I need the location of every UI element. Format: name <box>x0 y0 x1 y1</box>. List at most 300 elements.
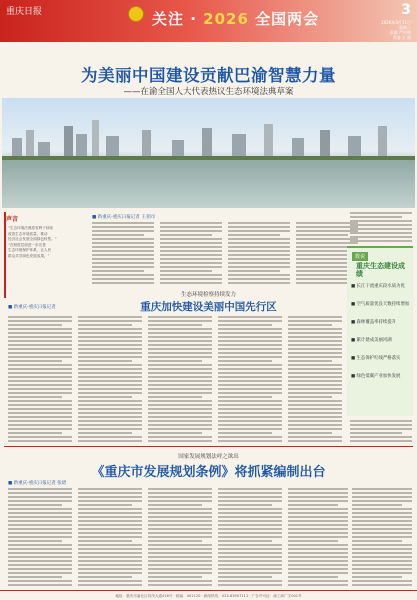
body-text-line <box>148 400 212 402</box>
sidebar-item: ■ 长江干流重庆段水质为优 <box>351 284 405 289</box>
body-text-line <box>296 242 358 244</box>
body-text-line <box>148 396 202 398</box>
body-text-line <box>228 274 290 276</box>
body-text-line <box>288 316 342 318</box>
body-text-line <box>148 532 212 534</box>
body-text-line <box>218 528 282 530</box>
body-text-line <box>78 532 142 534</box>
body-text-line <box>8 548 72 550</box>
body-text-line <box>160 222 222 224</box>
body-text-line <box>8 320 72 322</box>
body-text-line <box>350 428 412 430</box>
body-text-line <box>8 416 72 418</box>
body-text-line <box>218 516 282 518</box>
body-text-line <box>148 432 202 434</box>
body-text-line <box>148 572 212 574</box>
body-text-line <box>228 258 290 260</box>
body-text-line <box>218 496 282 498</box>
body-text-line <box>296 234 348 236</box>
body-text-line <box>148 516 212 518</box>
body-text-line <box>8 348 72 350</box>
body-text-line <box>352 576 402 578</box>
body-text-line <box>78 392 142 394</box>
body-text-line <box>148 496 212 498</box>
body-text-line <box>218 320 282 322</box>
body-text-line <box>352 584 412 586</box>
body-text-line <box>218 392 282 394</box>
body-text-line <box>218 404 282 406</box>
body-text-line <box>218 364 282 366</box>
body-text-line <box>148 380 212 382</box>
body-text-line <box>78 372 142 374</box>
body-text-line <box>218 436 282 438</box>
body-text-line <box>288 332 342 334</box>
body-text-line <box>148 508 212 510</box>
body-text-line <box>296 270 348 272</box>
body-text-line <box>160 282 222 284</box>
body-text-line <box>228 250 290 252</box>
body-text-line <box>148 584 212 586</box>
body-text-line <box>218 396 272 398</box>
body-text-line <box>218 408 282 410</box>
body-text-line <box>160 250 222 252</box>
body-text-line <box>78 416 142 418</box>
body-text-line <box>148 564 212 566</box>
body-text-line <box>218 316 282 318</box>
body-text-line <box>352 560 412 562</box>
body-text-line <box>78 552 142 554</box>
title-prefix: 关注 · <box>152 10 204 28</box>
body-text-line <box>352 556 412 558</box>
body-text-line <box>228 242 290 244</box>
body-text-line <box>288 536 348 538</box>
body-text-line <box>148 324 202 326</box>
body-text-line <box>148 360 202 362</box>
body-text-line <box>148 548 212 550</box>
body-text-line <box>78 508 142 510</box>
body-text-line <box>288 512 348 514</box>
body-text-line <box>78 516 142 518</box>
body-text-line <box>288 380 342 382</box>
body-text-line <box>288 344 342 346</box>
section-divider <box>4 446 413 447</box>
body-text-line <box>78 500 142 502</box>
body-text-line <box>8 328 72 330</box>
body-text-line <box>148 404 212 406</box>
body-text-line <box>148 560 212 562</box>
body-text-line <box>218 540 272 542</box>
body-text-line <box>148 488 212 490</box>
body-text-line <box>288 392 342 394</box>
body-text-line <box>228 222 290 224</box>
body-text-line <box>8 544 72 546</box>
body-text-line <box>8 492 72 494</box>
body-text-line <box>218 440 282 442</box>
body-text-line <box>92 222 154 224</box>
body-text-line <box>78 544 142 546</box>
body-text-line <box>352 548 412 550</box>
body-text-line <box>288 352 342 354</box>
body-text-line <box>218 352 282 354</box>
body-text-line <box>288 560 348 562</box>
third-story-label: 国家发展规划法呼之欲出 <box>178 454 239 460</box>
body-text-line <box>288 432 332 434</box>
body-text-line <box>148 340 212 342</box>
body-text-line <box>8 428 72 430</box>
body-text-line <box>352 488 412 490</box>
body-text-line <box>148 552 212 554</box>
body-text-line <box>148 412 212 414</box>
body-text-line <box>218 512 282 514</box>
body-text-line <box>8 504 62 506</box>
body-text-line <box>288 580 348 582</box>
body-text-line <box>288 376 342 378</box>
body-text-line <box>148 356 212 358</box>
meta-line: 星期三 <box>399 25 411 30</box>
body-text-line <box>288 500 348 502</box>
body-text-line <box>218 348 282 350</box>
body-text-line <box>8 520 72 522</box>
body-text-line <box>78 328 142 330</box>
national-emblem-icon <box>128 6 144 22</box>
sidebar-item: ■ 累计建成美丽河湖 <box>351 338 392 343</box>
body-text-line <box>218 568 282 570</box>
body-text-line <box>350 224 412 226</box>
body-text-line <box>78 360 132 362</box>
body-text-line <box>288 428 342 430</box>
body-text-line <box>218 580 282 582</box>
body-text-line <box>78 408 142 410</box>
body-text-line <box>160 274 222 276</box>
body-text-line <box>288 404 342 406</box>
page-footer: 地址：重庆市渝北区同茂大道416号 · 邮编：401120 · 新闻热线：023-63907111 · 广告许可证：渝工商广字001号 <box>0 590 417 600</box>
body-text-line <box>288 524 348 526</box>
body-text-line <box>160 262 222 264</box>
quote-text <box>8 226 76 259</box>
body-text-line <box>92 254 154 256</box>
lead-headline: 为美丽中国建设贡献巴渝智慧力量 <box>81 66 336 85</box>
body-text-line <box>288 508 348 510</box>
body-text-line <box>78 432 132 434</box>
body-text-line <box>8 352 72 354</box>
body-text-line <box>148 544 212 546</box>
body-text-line <box>78 320 142 322</box>
body-text-line <box>8 508 72 510</box>
body-text-line <box>8 556 72 558</box>
body-text-line <box>288 328 342 330</box>
body-text-line <box>92 226 154 228</box>
body-text-line <box>78 324 132 326</box>
body-text-line <box>148 392 212 394</box>
body-text-line <box>8 552 72 554</box>
body-text-line <box>218 332 282 334</box>
body-text-line <box>296 230 358 232</box>
lead-byline: ■ 新重庆-重庆日报记者 王亚同 <box>92 215 155 220</box>
body-text-line <box>288 492 348 494</box>
body-text-line <box>288 368 342 370</box>
body-text-line <box>296 222 358 224</box>
body-text-line <box>148 540 202 542</box>
body-text-line <box>148 384 212 386</box>
body-text-line <box>350 212 412 214</box>
body-text-line <box>78 572 142 574</box>
body-text-line <box>288 532 348 534</box>
body-text-line <box>148 492 212 494</box>
body-text-line <box>218 376 282 378</box>
body-text-line <box>218 336 282 338</box>
body-text-line <box>288 356 342 358</box>
quote-line: 改善生态环境质量，推动 <box>8 231 48 236</box>
body-text-line <box>8 332 72 334</box>
body-text-line <box>78 428 142 430</box>
body-text-line <box>218 520 282 522</box>
body-text-line <box>148 420 212 422</box>
body-text-line <box>78 412 142 414</box>
body-text-line <box>352 564 412 566</box>
body-text-line <box>352 520 412 522</box>
body-text-line <box>148 524 212 526</box>
body-text-line <box>92 262 154 264</box>
body-text-line <box>228 270 280 272</box>
body-text-line <box>92 234 144 236</box>
body-text-line <box>160 238 222 240</box>
body-text-line <box>8 568 72 570</box>
body-text-line <box>8 408 72 410</box>
body-text-line <box>8 324 62 326</box>
body-text-line <box>78 584 142 586</box>
body-text-line <box>218 428 282 430</box>
body-text-line <box>228 262 290 264</box>
body-text-line <box>92 250 154 252</box>
quote-title: 声音 <box>6 216 19 223</box>
body-text-line <box>288 372 342 374</box>
section-title <box>152 8 319 29</box>
body-text-line <box>8 340 72 342</box>
body-text-line <box>218 372 282 374</box>
body-text-line <box>148 424 212 426</box>
body-text-line <box>8 412 72 414</box>
body-text-line <box>92 278 154 280</box>
body-text-line <box>8 360 62 362</box>
body-text-line <box>8 336 72 338</box>
body-text-line <box>218 356 282 358</box>
body-text-line <box>78 580 142 582</box>
body-text-line <box>350 220 412 222</box>
body-text-line <box>228 266 290 268</box>
body-text-line <box>288 496 348 498</box>
body-text-line <box>78 368 142 370</box>
body-text-line <box>218 384 282 386</box>
body-text-line <box>148 556 212 558</box>
cityscape-photo <box>2 98 415 208</box>
body-text-line <box>78 564 142 566</box>
meta-line: 责编 严中相 <box>389 30 411 35</box>
body-text-line <box>8 524 72 526</box>
body-text-line <box>296 226 358 228</box>
body-text-line <box>148 372 212 374</box>
meta-line: 美编 王 斌 <box>392 35 411 40</box>
body-text-line <box>352 568 412 570</box>
body-text-line <box>92 266 154 268</box>
body-text-line <box>148 352 212 354</box>
body-text-line <box>78 540 132 542</box>
body-text-line <box>8 372 72 374</box>
quote-line: “在制度层面进一步完善 <box>8 242 46 247</box>
body-text-line <box>288 324 332 326</box>
body-text-line <box>78 388 142 390</box>
body-text-line <box>218 524 282 526</box>
body-text-line <box>148 440 212 442</box>
body-text-line <box>92 258 154 260</box>
body-text-line <box>8 512 72 514</box>
body-text-line <box>218 488 282 490</box>
body-text-line <box>78 384 142 386</box>
body-text-line <box>288 576 338 578</box>
body-text-line <box>148 376 212 378</box>
body-text-line <box>288 384 342 386</box>
body-text-line <box>8 424 72 426</box>
body-text-line <box>218 536 282 538</box>
body-text-line <box>218 564 282 566</box>
body-text-line <box>350 240 412 242</box>
body-text-line <box>8 380 72 382</box>
body-text-line <box>8 436 72 438</box>
body-text-line <box>218 412 282 414</box>
body-text-line <box>218 432 272 434</box>
body-text-line <box>78 364 142 366</box>
body-text-line <box>78 536 142 538</box>
body-text-line <box>78 396 132 398</box>
body-text-line <box>78 576 132 578</box>
body-text-line <box>288 360 332 362</box>
body-text-line <box>160 278 222 280</box>
body-text-line <box>352 540 402 542</box>
body-text-line <box>218 500 282 502</box>
body-text-line <box>8 364 72 366</box>
body-text-line <box>288 528 348 530</box>
body-text-line <box>296 238 358 240</box>
body-text-line <box>148 428 212 430</box>
body-text-line <box>78 356 142 358</box>
quote-line: 生态环境保护体系，让人民 <box>8 248 52 252</box>
body-text-line <box>352 544 412 546</box>
body-text-line <box>218 380 282 382</box>
body-text-line <box>228 230 290 232</box>
page-number: 3 <box>401 2 411 18</box>
body-text-line <box>92 230 154 232</box>
body-text-line <box>218 340 282 342</box>
body-text-line <box>78 380 142 382</box>
body-text-line <box>160 230 222 232</box>
body-text-line <box>228 278 290 280</box>
body-text-line <box>148 408 212 410</box>
body-text-line <box>218 416 282 418</box>
body-text-line <box>8 396 62 398</box>
title-year: 2026 <box>203 10 249 28</box>
body-text-line <box>78 420 142 422</box>
body-text-line <box>78 548 142 550</box>
body-text-line <box>288 364 342 366</box>
body-text-line <box>148 576 202 578</box>
body-text-line <box>148 568 212 570</box>
body-text-line <box>288 396 332 398</box>
body-text-line <box>352 572 412 574</box>
third-story-byline: ■ 新重庆-重庆日报记者 张珺 <box>8 481 67 486</box>
body-text-line <box>288 400 342 402</box>
body-text-line <box>228 238 290 240</box>
body-text-line <box>218 552 282 554</box>
body-text-line <box>288 440 342 442</box>
body-text-line <box>352 528 412 530</box>
body-text-line <box>288 564 348 566</box>
quote-line: “生态环境法典将有利于持续 <box>8 226 53 230</box>
body-text-line <box>92 282 154 284</box>
body-text-line <box>218 360 272 362</box>
body-text-line <box>218 572 282 574</box>
body-text-line <box>218 560 282 562</box>
body-text-line <box>8 400 72 402</box>
body-text-line <box>92 274 154 276</box>
body-text-line <box>218 368 282 370</box>
body-text-line <box>8 368 72 370</box>
body-text-line <box>78 488 142 490</box>
body-text-line <box>218 420 282 422</box>
body-text-line <box>148 500 212 502</box>
body-text-line <box>78 560 142 562</box>
body-text-line <box>8 384 72 386</box>
body-text-line <box>160 234 212 236</box>
body-text-line <box>8 564 72 566</box>
body-text-line <box>8 344 72 346</box>
body-text-line <box>8 488 72 490</box>
body-text-line <box>78 512 142 514</box>
body-text-line <box>148 536 212 538</box>
body-text-line <box>228 246 290 248</box>
body-text-line <box>148 316 212 318</box>
body-text-line <box>148 344 212 346</box>
sidebar-title: 重庆生态建设成绩 <box>356 262 405 278</box>
body-text-line <box>78 528 142 530</box>
body-text-line <box>148 348 212 350</box>
body-text-line <box>160 246 222 248</box>
body-text-line <box>288 516 348 518</box>
body-text-line <box>350 436 412 438</box>
body-text-line <box>352 552 412 554</box>
body-text-line <box>352 512 412 514</box>
body-text-line <box>352 532 412 534</box>
body-text-line <box>8 392 72 394</box>
body-text-line <box>8 532 72 534</box>
body-text-line <box>148 336 212 338</box>
body-text-line <box>352 524 412 526</box>
body-text-line <box>148 388 212 390</box>
body-text-line <box>218 532 282 534</box>
body-text-line <box>8 572 72 574</box>
sidebar-item: ■ 森林覆盖率持续提升 <box>351 320 397 325</box>
body-text-line <box>148 520 212 522</box>
body-text-line <box>218 492 282 494</box>
body-text-line <box>218 544 282 546</box>
lead-subhead: ——在渝全国人大代表热议生态环境法典草案 <box>123 87 294 97</box>
body-text-line <box>288 548 348 550</box>
body-text-line <box>78 492 142 494</box>
body-text-line <box>218 400 282 402</box>
second-story-byline: ■ 新重庆-重庆日报记者 <box>8 305 56 310</box>
body-text-line <box>78 352 142 354</box>
body-text-line <box>148 504 202 506</box>
body-text-line <box>288 584 348 586</box>
body-text-line <box>160 266 222 268</box>
